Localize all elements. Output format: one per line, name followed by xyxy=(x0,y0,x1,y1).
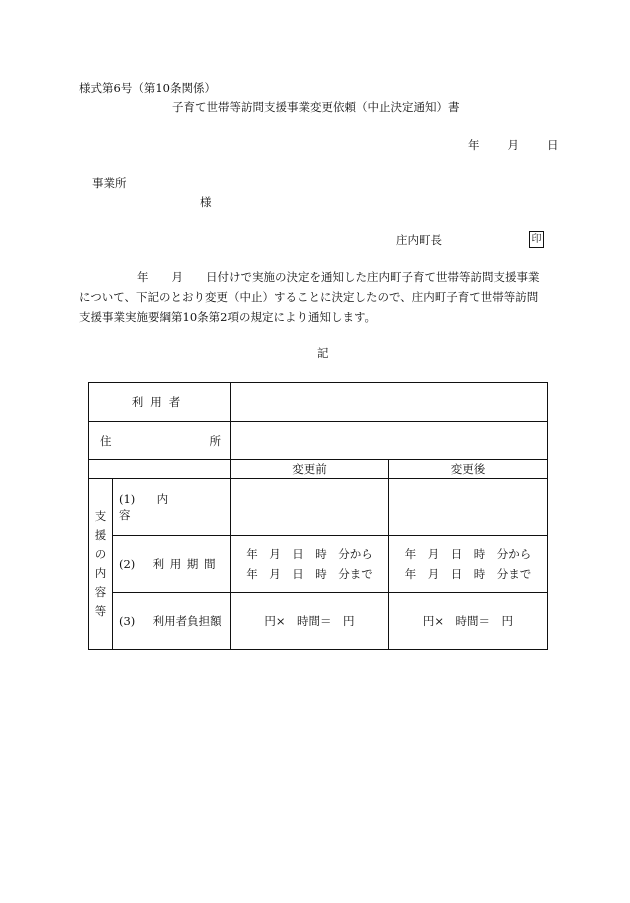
row2-after xyxy=(389,536,548,593)
vertical-char-2: 援 xyxy=(94,528,107,542)
form-number: 様式第6号（第10条関係） xyxy=(79,81,216,95)
after-label: 変更後 xyxy=(389,460,548,479)
table-row-address xyxy=(89,422,548,460)
user-label: 利用者 xyxy=(89,383,231,422)
row2-after-to: 年 月 日 時 分まで xyxy=(404,567,532,581)
row2-label xyxy=(113,536,231,593)
body-text-1: 年 月 日付けで実施の決定を通知した庄内町子育て世帯等訪問支援事業 xyxy=(137,270,540,284)
row1-label xyxy=(113,479,231,536)
addressee-office: 事業所 xyxy=(92,176,127,190)
date-line xyxy=(468,140,559,152)
document-title: 子育て世帯等訪問支援事業変更依頼（中止決定通知）書 xyxy=(172,100,460,114)
vertical-char-4: 内 xyxy=(94,566,107,580)
row2-before-from: 年 月 日 時 分から xyxy=(246,547,373,561)
table-row-content xyxy=(89,479,548,536)
user-value xyxy=(231,383,548,422)
before-label: 変更前 xyxy=(231,460,389,479)
row2-before-to: 年 月 日 時 分まで xyxy=(246,567,373,581)
vertical-char-5: 容 xyxy=(94,585,107,599)
vertical-char-6: 等 xyxy=(94,604,107,618)
row1-label-1: 内 xyxy=(156,492,169,506)
row3-before: 円× 時間＝ 円 xyxy=(231,593,389,650)
row2-label-text: 利 用 期 間 xyxy=(152,557,217,571)
seal-mark: 印 xyxy=(529,231,544,248)
row3-number: (3) xyxy=(119,614,136,628)
row3-label xyxy=(113,593,231,650)
row3-after: 円× 時間＝ 円 xyxy=(389,593,548,650)
date-day: 日 xyxy=(547,138,559,152)
address-value xyxy=(231,422,548,460)
subheader-blank xyxy=(89,460,231,479)
address-label-1: 住 xyxy=(100,433,112,448)
table-row-subheader xyxy=(89,460,548,479)
addressee-honorific: 様 xyxy=(200,195,212,209)
vertical-char-1: 支 xyxy=(94,509,107,523)
date-year: 年 xyxy=(468,138,480,152)
body-line-3: 支援事業実施要綱第10条第2項の規定により通知します。 xyxy=(79,310,377,324)
support-vertical-label xyxy=(89,479,113,650)
row2-before xyxy=(231,536,389,593)
row1-label-2: 容 xyxy=(119,508,131,522)
row2-number: (2) xyxy=(119,557,136,571)
ki-heading: 記 xyxy=(317,346,329,360)
body-line-1 xyxy=(79,272,540,284)
row3-label-text: 利用者負担額 xyxy=(152,614,222,628)
table-row-fee xyxy=(89,593,548,650)
table-row-period xyxy=(89,536,548,593)
sender-name: 庄内町長 xyxy=(396,233,442,247)
row1-before xyxy=(231,479,389,536)
row1-after xyxy=(389,479,548,536)
row2-after-from: 年 月 日 時 分から xyxy=(404,547,532,561)
details-table xyxy=(88,382,548,650)
table-row-user xyxy=(89,383,548,422)
address-label-2: 所 xyxy=(209,433,221,448)
address-label xyxy=(89,422,231,460)
vertical-char-3: の xyxy=(94,547,107,561)
row1-number: (1) xyxy=(119,492,136,506)
body-line-2: について、下記のとおり変更（中止）することに決定したので、庄内町子育て世帯等訪問 xyxy=(79,290,539,304)
date-month: 月 xyxy=(507,138,519,152)
